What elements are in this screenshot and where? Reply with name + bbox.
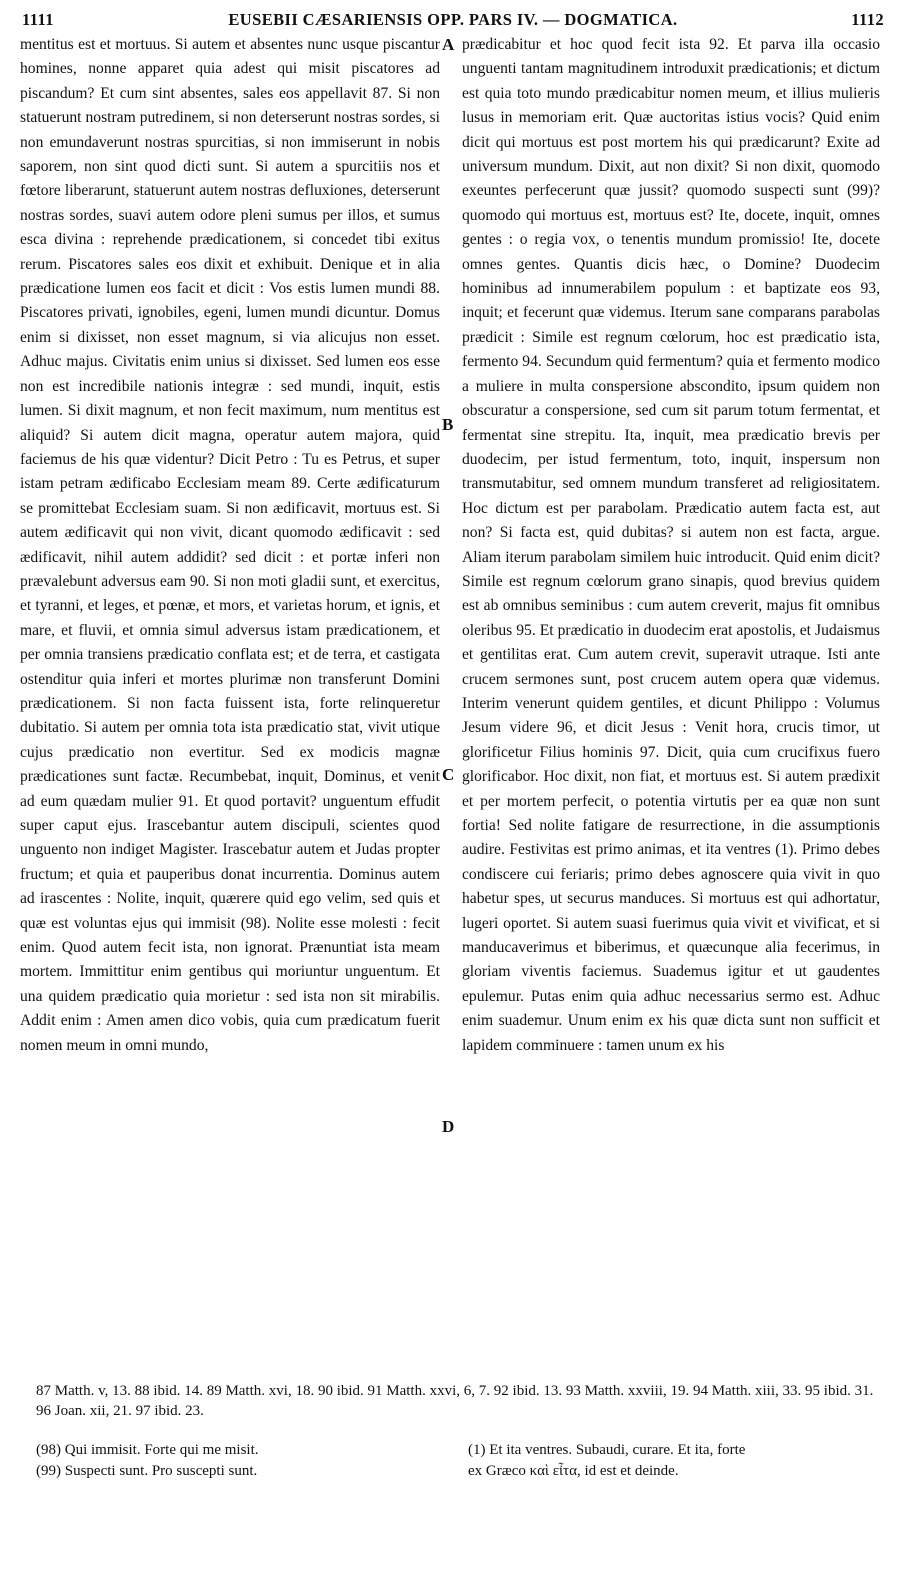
running-title: EUSEBII CÆSARIENSIS OPP. PARS IV. — DOGMATICA. xyxy=(228,10,678,29)
scripture-references: 87 Matth. v, 13. 88 ibid. 14. 89 Matth. xvi, 18. 90 ibid. 91 Matth. xxvi, 6, 7. 92 ibid. 13. 93 Matth. xxviii, 19. 94 Matth. xiii, 33. 95 ibid. 31. 96 Joan. xii, 21. 97 ibid. 23. xyxy=(36,1383,874,1419)
margin-mark-c: C xyxy=(442,765,455,784)
right-page-number: 1112 xyxy=(851,10,884,29)
left-column-text: mentitus est et mortuus. Si autem et absentes nunc usque piscantur homines, nonne apparet quia adest qui misit piscatores ad piscandum? Et cum sint absentes, sales eos appellavit 87. Si non statuerunt nostram putredinem, si non deterserunt nostras sordes, si non emundaverunt nostras spurcitias, si non immiserunt in nobis saporem, non sint quod dicti sunt. Si autem a spurcitiis nos et fœtore liberarunt, statuerunt autem nostras defluxiones, deterserunt nostras sordes, suavi autem odore pleni sumus per illos, et sumus esca divina : reprehende prædicationem, si concedet tibi exitus rerum. Piscatores sales eos dixit et exhibuit. Denique et in alia prædicatione lumen eos facit et dicit : Vos estis lumen mundi 88. Piscatores privati, ignobiles, egeni, lumen mundi dicuntur. Domus enim si dixisset, non esset magnum, si via alicujus non esset. Adhuc majus. Civitatis enim unius si dixisset. Sed lumen eos esse non est incredibile nationis integræ : sed mundi, inquit, estis lumen. Si dixit magnum, et non fecit maximum, num mentitus est aliquid? Si autem dicit magna, operatur autem majora, quid faciemus de his quæ videntur? Dicit Petro : Tu es Petrus, et super istam petram ædificabo Ecclesiam meam 89. Certe ædificaturum se promittebat Ecclesiam suam. Si non ædificavit, mortuus est. Si autem ædificavit qui non vivit, dicant quomodo ædificavit : sed ædificavit, nihil autem addidit? sed dicit : et portæ inferi non prævalebunt adversus eam 90. Si non moti gladii sunt, et exercitus, et tyranni, et leges, et pœnæ, et mors, et varietas horum, et ignis, et mare, et fluvii, et omnia simul adversus istam prædicationem, et per omnia transiens prædicatio conflata est; et de terra, et castigata ostenditur quia inferi et mortes plurimæ non transferunt Domini prædicationem. Si non facta fuissent ista, forte relinqueretur dubitatio. Si autem per omnia tota ista prædicatio stat, vivit utique cujus prædicatio non evertitur. Sed ex modicis magnæ prædicationes sunt factæ. Recumbebat, inquit, Dominus, et venit ad eum quædam mulier 91. Et quod portavit? unguentum effudit super caput ejus. Irascebantur autem discipuli, scientes quod unguento non indiget Magister. Irascebatur autem et Judas propter fructum; et quia et pauperibus donat incurrentia. Dominus autem ad irascentes : Nolite, inquit, quærere quid ego velim, sed quis et quæ est voluntas ejus qui immisit (98). Nolite esse molesti : fecit enim. Quod autem fecit ista, non ignorat. Prænuntiat ista meam mortem. Immittitur enim gentibus qui moriuntur unguentum. Et una quidem prædicatio quia morietur : sed ista non sit mirabilis. Addit enim : Amen amen dico vobis, quia cum prædicatum fuerit nomen meum in omni mundo, xyxy=(20,36,440,1054)
left-column xyxy=(20,33,440,1058)
running-header xyxy=(22,6,884,32)
left-page-number: 1111 xyxy=(22,10,54,29)
footnote-98: (98) Qui immisit. Forte qui me misit. xyxy=(36,1442,259,1458)
margin-mark-a: A xyxy=(442,35,455,54)
footnotes-right xyxy=(468,1440,888,1482)
footnotes-left xyxy=(36,1440,436,1482)
footnote-99: (99) Suspecti sunt. Pro suscepti sunt. xyxy=(36,1463,258,1479)
margin-mark-d: D xyxy=(442,1117,455,1136)
footnote-1-line-1: (1) Et ita ventres. Subaudi, curare. Et ita, forte xyxy=(468,1442,746,1458)
footnote-1-line-2: ex Græco καὶ εἶτα, id est et deinde. xyxy=(468,1463,679,1479)
right-column xyxy=(462,33,880,1058)
margin-mark-b: B xyxy=(442,415,454,434)
right-column-text: prædicabitur et hoc quod fecit ista 92. Et parva illa occasio unguenti tantam magnitudinem introduxit prædicationis; et dictum est quia toto mundo prædicabitur nomen meum, et illius mulieris lusus in memoriam erit. Quæ auctoritas istius vocis? Quid enim dicit qui mortuus est post mortem his qui prædicarunt? Exite ad universum mundum. Dixit, aut non dixit? Si non dixit, quomodo exeuntes perfecerunt quæ jussit? quomodo suspecti sunt (99)? quomodo qui mortuus est, mortuus est? Ite, docete, inquit, omnes gentes : o regia vox, o tenentis mundum promissio! Ite, docete omnes gentes. Quantis dicis hæc, o Domine? Duodecim hominibus ad innumerabilem populum : et baptizate eos 93, inquit; et fecerunt quæ videmus. Iterum sane comparans parabolas prædicit : Simile est regnum cœlorum, hoc est prædicatio ista, fermento 94. Secundum quid fermentum? quia et fermento modico a muliere in multa conspersione abscondito, ipsum quidem non obscuratur a conspersione, sed cum sit parum totum fermentat, et fermentat sine strepitu. Ita, inquit, mea prædicatio brevis per duodecim, per istud fermentum, toto, inquit, inspersum non transmutabitur, sed omnem mundum transferet ad religiositatem. Hoc dictum est per parabolam. Prædicatio autem facta est, aut non? Si facta est, quid dubitas? si autem non est facta, argue. Aliam iterum parabolam similem huic introducit. Quid enim dicit? Simile est regnum cœlorum grano sinapis, quod brevius quidem est ab omnibus seminibus : cum autem creverit, majus fit omnibus oleribus 95. Et prædicatio in duodecim erat apostolis, et Judaismus et gentilitas erat. Cum autem crevit, superavit utraque. Isti ante crucem sermones sunt, post crucem autem opera quæ videmus. Interim venerunt quidem gentiles, et dicunt Philippo : Volumus Jesum videre 96, et dicit Jesus : Venit hora, crucis timor, ut glorificetur Filius hominis 97. Dicit, quia cum crucifixus fuero glorificabor. Hoc dixit, non fiat, et mortuus est. Si autem prædixit et per mortem perfecit, o potentia virtutis per ea quæ non sunt fortia! Sed nolite fatigare de resurrectione, in die assumptionis audire. Festivitas est primo animas, et ita ventres (1). Primo debes condiscere cui feriaris; primo debes agnoscere quia vivit in quo habetur spes, ut securus manduces. Si mortuus est qui adhortatur, lugeri oportet. Si autem suasi fuerimus quia vivit et vivificat, et si manducaverimus et biberimus, et quæcunque alia fecerimus, in gloriam viventis faciemus. Suademus igitur et ut gaudentes epulemur. Putas enim quia adhuc necessarius sermo est. Adhuc enim suademur. Unum enim ex his quæ dicta sunt non sufficit et lapidem comminuere : tamen unum ex his xyxy=(462,36,880,1054)
